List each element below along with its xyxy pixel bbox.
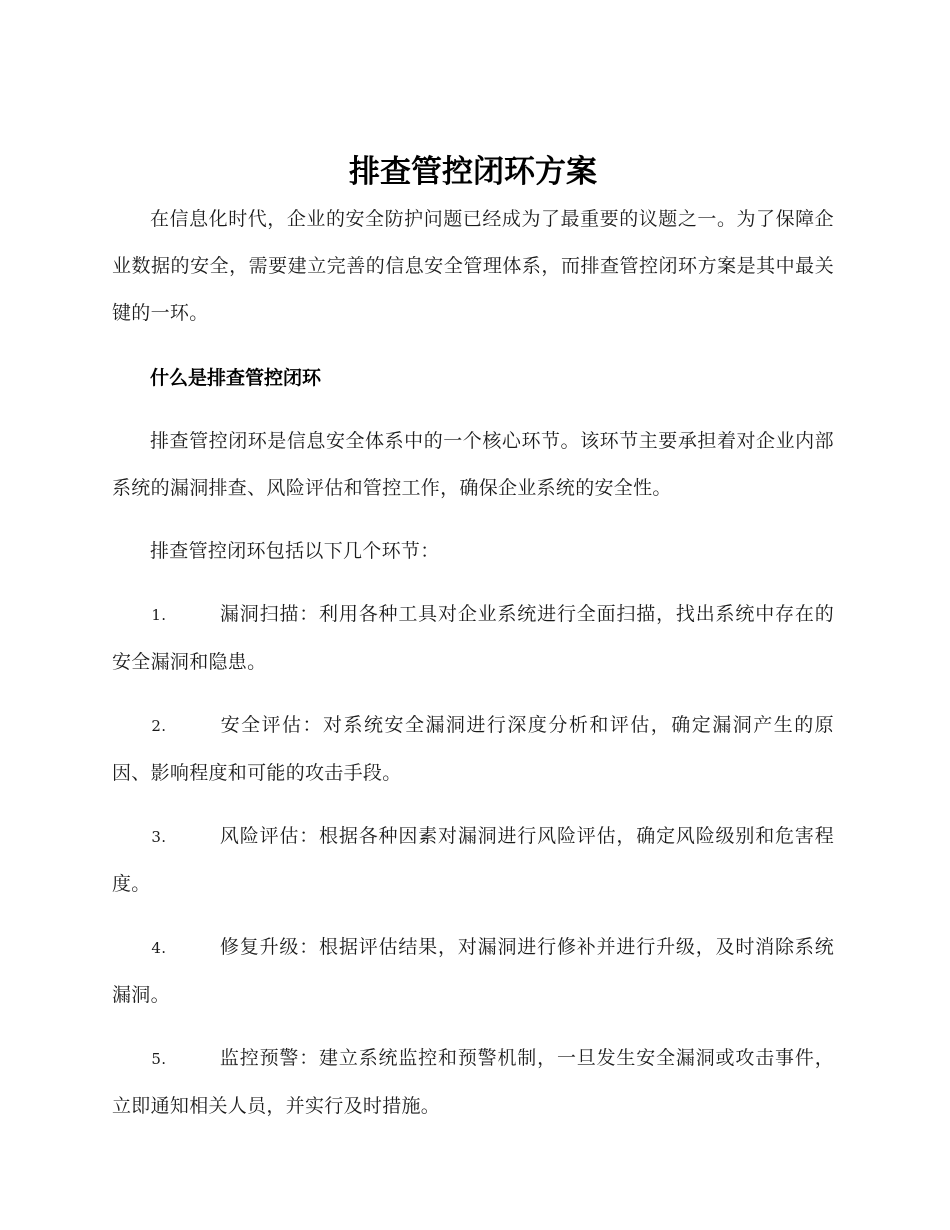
list-item	[112, 591, 834, 686]
list-item	[112, 1035, 834, 1130]
list-item-number: 3.	[151, 828, 167, 846]
list-item	[112, 924, 834, 1019]
section-heading: 什么是排查管控闭环	[150, 367, 322, 389]
list-item-text: 监控预警：建立系统监控和预警机制，一旦发生安全漏洞或攻击事件，立即通知相关人员，并实行及时措施。	[112, 1047, 834, 1117]
section-paragraph-definition: 排查管控闭环是信息安全体系中的一个核心环节。该环节主要承担着对企业内部系统的漏洞排查、风险评估和管控工作，确保企业系统的安全性。	[112, 430, 834, 499]
list-item-text: 安全评估：对系统安全漏洞进行深度分析和评估，确定漏洞产生的原因、影响程度和可能的攻击手段。	[112, 714, 834, 784]
section-paragraph-list-intro: 排查管控闭环包括以下几个环节：	[150, 540, 440, 562]
list-item-number: 4.	[151, 939, 167, 957]
intro-paragraph: 在信息化时代，企业的安全防护问题已经成为了最重要的议题之一。为了保障企业数据的安全，需要建立完善的信息安全管理体系，而排查管控闭环方案是其中最关键的一环。	[112, 208, 834, 324]
steps-list	[112, 591, 834, 1130]
list-item-text: 风险评估：根据各种因素对漏洞进行风险评估，确定风险级别和危害程度。	[112, 825, 834, 895]
document-page	[112, 148, 834, 1130]
list-item-text: 修复升级：根据评估结果，对漏洞进行修补并进行升级，及时消除系统漏洞。	[112, 936, 834, 1006]
document-title: 排查管控闭环方案	[349, 154, 597, 190]
list-item-text: 漏洞扫描：利用各种工具对企业系统进行全面扫描，找出系统中存在的安全漏洞和隐患。	[112, 603, 834, 673]
list-item-number: 2.	[151, 717, 167, 735]
list-item-number: 5.	[151, 1050, 167, 1068]
list-item	[112, 813, 834, 908]
list-item-number: 1.	[151, 606, 167, 624]
list-item	[112, 702, 834, 797]
